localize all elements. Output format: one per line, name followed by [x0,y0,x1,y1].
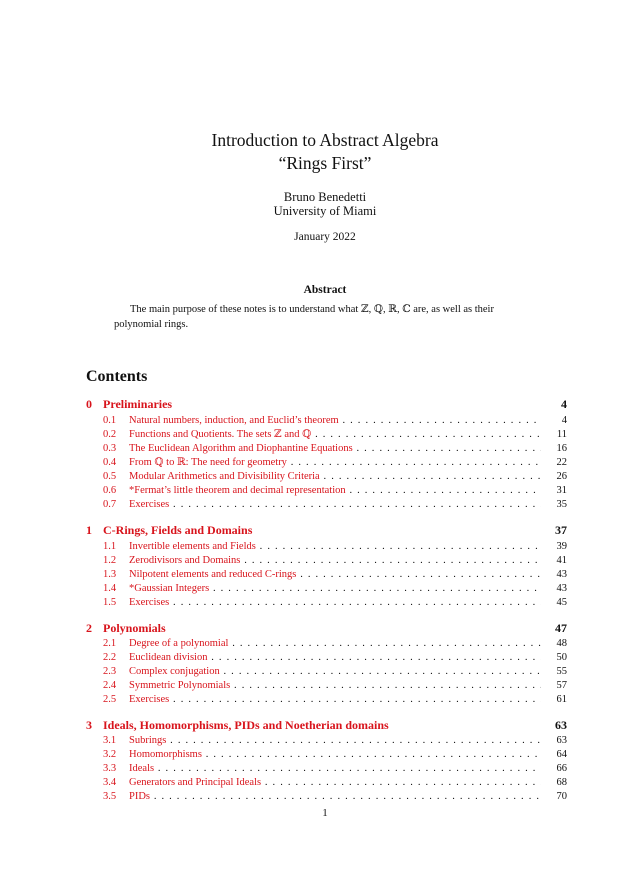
toc-chapter-page: 4 [561,397,567,411]
toc-section-title[interactable]: PIDs . . . [129,790,541,804]
toc-section-title[interactable]: Symmetric Polynomials . . . [129,679,541,693]
toc-section-title[interactable]: *Fermat’s little theorem and decimal representation . . . [129,484,541,498]
author-name: Bruno Benedetti [283,190,367,204]
toc-section-title[interactable]: Complex conjugation . . . [129,665,541,679]
toc-section[interactable] [103,414,567,428]
toc-chapter-page: 47 [555,621,567,635]
toc-section-title[interactable]: Ideals . . . [129,762,541,776]
toc-section[interactable] [103,470,567,484]
toc-section-page: 43 [556,569,567,580]
toc-section-title[interactable]: Euclidean division . . . [129,651,541,665]
toc-chapter-number: 1 [86,523,92,537]
toc-chapter[interactable] [86,718,567,734]
toc-chapter[interactable] [86,397,567,413]
toc-section-page: 57 [556,680,567,691]
page-number: 1 [322,807,328,819]
toc-section-page: 61 [556,694,567,705]
toc-section-number: 0.1 [103,415,117,426]
toc-chapter-title[interactable]: Ideals, Homomorphisms, PIDs and Noetherian domains [103,718,389,732]
toc-section-title[interactable]: Zerodivisors and Domains . . . [129,554,541,568]
toc-section-title[interactable]: Subrings . . . [129,734,541,748]
toc-section-number: 2.4 [103,680,117,691]
toc-section-page: 68 [556,777,567,788]
toc-section-page: 39 [556,541,567,552]
toc-section-page: 43 [556,583,567,594]
toc-section-title[interactable]: Exercises . . . [129,498,541,512]
toc-section-title[interactable]: The Euclidean Algorithm and Diophantine Equations . . . [129,442,541,456]
title-line-1: Introduction to Abstract Algebra [211,130,439,150]
toc-section-number: 1.1 [103,541,117,552]
toc-section-title[interactable]: Homomorphisms . . . [129,748,541,762]
toc-section-number: 2.3 [103,666,117,677]
toc-chapter-title[interactable]: C-Rings, Fields and Domains [103,523,253,537]
toc-section-number: 3.2 [103,749,117,760]
toc-section-page: 64 [556,749,567,760]
document-date: January 2022 [294,231,356,243]
toc-section-number: 0.5 [103,471,117,482]
toc-section-page: 35 [556,499,567,510]
toc-section-title[interactable]: Nilpotent elements and reduced C-rings . . . [129,568,541,582]
toc-section[interactable] [103,484,567,498]
toc-section-number: 3.5 [103,791,117,802]
toc-section-title[interactable]: Exercises . . . [129,693,541,707]
toc-section-page: 26 [556,471,567,482]
author-affiliation: University of Miami [273,204,377,218]
toc-chapter-number: 0 [86,397,92,411]
toc-section-page: 22 [556,457,567,468]
toc-chapter-title[interactable]: Preliminaries [103,397,173,411]
toc-section-page: 70 [556,791,567,802]
toc-section-page: 4 [561,415,567,426]
toc-section-number: 3.4 [103,777,117,788]
toc-section-title[interactable]: Modular Arithmetics and Divisibility Criteria . . . [129,470,541,484]
toc-chapter[interactable] [86,621,567,637]
toc-section[interactable] [103,748,567,762]
toc-section-title[interactable]: Generators and Principal Ideals . . . [129,776,541,790]
toc-section[interactable] [103,428,567,442]
toc-section[interactable] [103,637,567,651]
toc-section[interactable] [103,540,567,554]
toc-section-title[interactable]: Functions and Quotients. The sets ℤ and ℚ . . . [129,428,541,442]
toc-section-number: 2.5 [103,694,117,705]
toc-section-page: 63 [556,735,567,746]
toc-chapter[interactable] [86,523,567,539]
title-line-2: “Rings First” [278,153,372,173]
toc-section[interactable] [103,442,567,456]
toc-section[interactable] [103,790,567,804]
toc-section-page: 45 [556,597,567,608]
toc-section[interactable] [103,554,567,568]
contents-heading: Contents [86,368,148,385]
toc-section[interactable] [103,596,567,610]
toc-section[interactable] [103,456,567,470]
toc-section[interactable] [103,693,567,707]
toc-section[interactable] [103,762,567,776]
toc-section-number: 0.4 [103,457,117,468]
toc-section[interactable] [103,582,567,596]
toc-section-page: 48 [556,638,567,649]
toc-section[interactable] [103,734,567,748]
toc-section[interactable] [103,568,567,582]
toc-section-title[interactable]: Invertible elements and Fields . . . [129,540,541,554]
toc-section-page: 16 [556,443,567,454]
toc-chapter-title[interactable]: Polynomials [103,621,166,635]
toc-section-number: 0.7 [103,499,117,510]
toc-section-title[interactable]: Exercises . . . [129,596,541,610]
toc-section-number: 2.2 [103,652,117,663]
toc-section-title[interactable]: *Gaussian Integers . . . [129,582,541,596]
toc-section-title[interactable]: Degree of a polynomial . . . [129,637,541,651]
toc-section-number: 3.1 [103,735,117,746]
toc-section-number: 0.2 [103,429,117,440]
toc-section-page: 55 [556,666,567,677]
toc-section-page: 31 [556,485,567,496]
toc-section-number: 1.5 [103,597,117,608]
toc-section-number: 0.6 [103,485,117,496]
toc-section[interactable] [103,665,567,679]
toc-section-number: 1.4 [103,583,117,594]
abstract-text: The main purpose of these notes is to understand what ℤ, ℚ, ℝ, ℂ are, as well as their polynomial rings. [114,304,494,330]
toc-section-page: 41 [556,555,567,566]
toc-section-number: 1.2 [103,555,117,566]
toc-section-page: 50 [556,652,567,663]
toc-chapter-page: 63 [555,718,567,732]
toc-section[interactable] [103,651,567,665]
toc-section-number: 2.1 [103,638,117,649]
toc-section-number: 0.3 [103,443,117,454]
toc-chapter-number: 2 [86,621,92,635]
toc-section[interactable] [103,776,567,790]
toc-section-number: 3.3 [103,763,117,774]
toc-chapter-number: 3 [86,718,92,732]
toc-section-title[interactable]: From ℚ to ℝ: The need for geometry . . . [129,456,541,470]
toc-section[interactable] [103,498,567,512]
toc-section-title[interactable]: Natural numbers, induction, and Euclid’s theorem . . . [129,414,541,428]
toc-section[interactable] [103,679,567,693]
abstract-heading: Abstract [303,284,347,296]
toc-section-page: 66 [556,763,567,774]
toc-section-page: 11 [556,429,567,440]
toc-chapter-page: 37 [555,523,567,537]
toc-section-number: 1.3 [103,569,117,580]
